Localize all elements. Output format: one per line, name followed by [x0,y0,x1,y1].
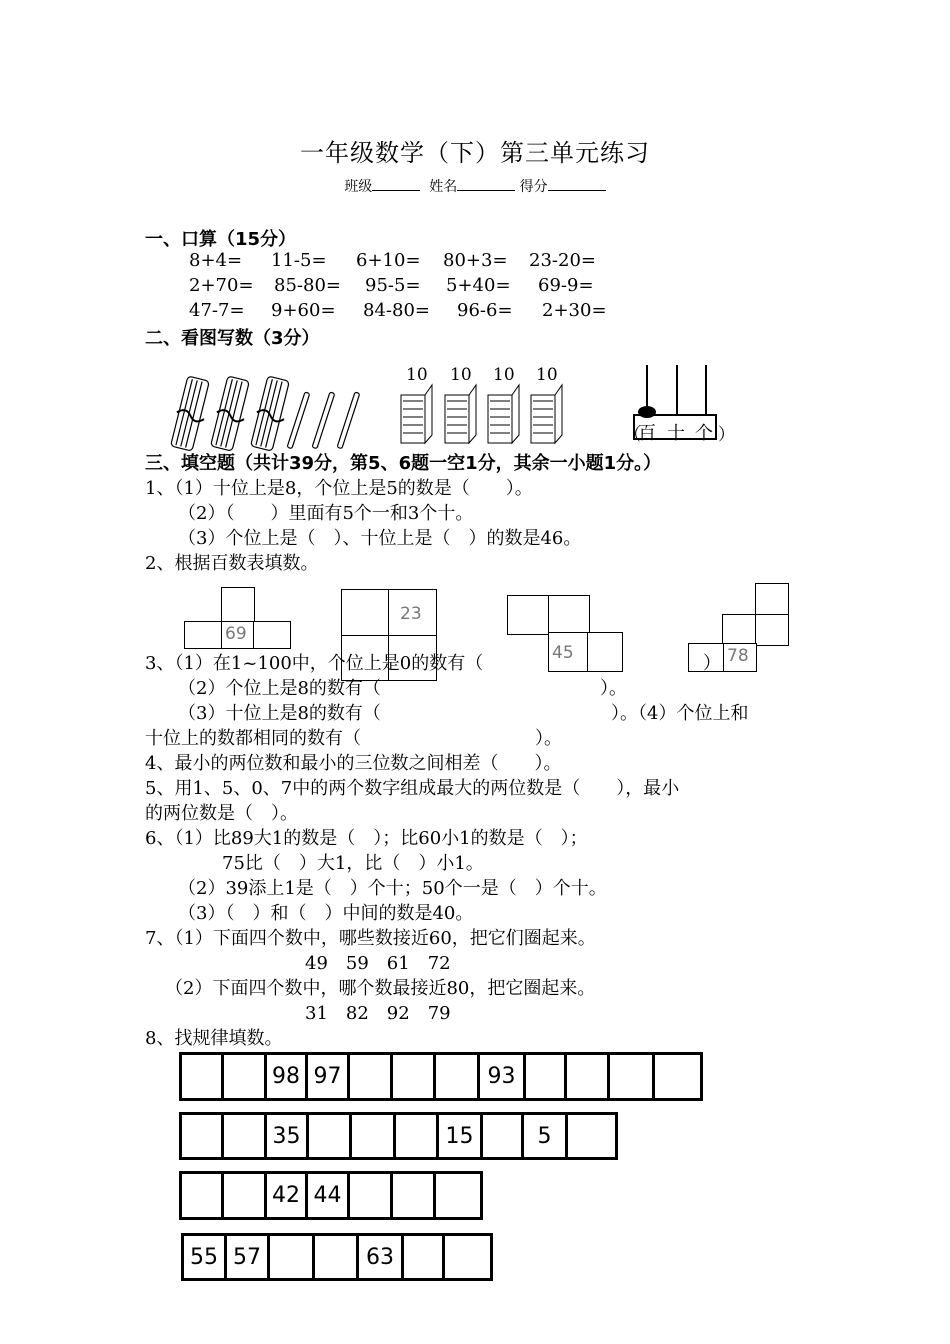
q1-2: （2）（ ）里面有5个一和3个十。 [178,503,474,524]
grid-cell[interactable] [755,614,789,646]
sequence-cell: 44 [308,1174,350,1217]
sequence-cell[interactable] [568,1115,609,1157]
q3-2: （2）个位上是8的数有（ [178,678,381,699]
calc-item: 23-20= [529,250,596,271]
abacus-label-hundreds: 百 [638,423,656,444]
sequence-row-1 [179,1052,703,1101]
sticks-bundles-image [170,372,370,452]
q8: 8、找规律填数。 [145,1028,283,1049]
sequence-cell[interactable] [610,1055,655,1098]
grid-number: 69 [225,624,247,644]
block-label: 10 [493,365,515,385]
q7-2-numbers[interactable]: 31 82 92 79 [305,1003,451,1024]
sequence-cell[interactable] [567,1055,610,1098]
calc-item: 5+40= [446,275,511,296]
sequence-cell[interactable] [309,1115,352,1157]
grid-cell[interactable] [184,621,223,649]
sequence-cell: 97 [308,1055,350,1098]
sequence-cell[interactable] [182,1055,224,1098]
section3-heading: 三、填空题（共计39分，第5、6题一空1分，其余一小题1分。） [145,453,662,474]
q3-4: 十位上的数都相同的数有（ [145,728,361,749]
sequence-row-3 [179,1171,483,1220]
sequence-cell[interactable] [224,1174,267,1217]
calc-row-2 [189,275,594,296]
sequence-cell: 98 [267,1055,308,1098]
sequence-cell: 57 [227,1236,270,1278]
calc-item: 84-80= [363,300,430,321]
sequence-cell: 55 [184,1236,227,1278]
sequence-cell[interactable] [483,1115,524,1157]
calc-item: 69-9= [538,275,594,296]
calc-item: 6+10= [356,250,421,271]
sequence-cell: 15 [439,1115,483,1157]
sequence-row-4 [181,1233,493,1281]
student-info [0,176,950,196]
q2: 2、根据百数表填数。 [145,553,319,574]
name-blank[interactable] [457,177,515,191]
score-label: 得分 [519,179,548,195]
block-label: 10 [450,365,472,385]
calc-item: 47-7= [189,300,245,321]
q3-2-close: ）。 [600,678,627,699]
calc-item: 80+3= [443,250,508,271]
q3-1: 3、（1）在1~100中，个位上是0的数有（ [145,653,484,674]
sequence-cell: 42 [267,1174,308,1217]
block-label: 10 [406,365,428,385]
q1-3: （3）个位上是（ ）、十位上是（ ）的数是46。 [178,528,582,549]
class-label: 班级 [344,179,373,195]
q7-2: （2）下面四个数中，哪个数最接近80，把它圈起来。 [165,978,596,999]
sequence-cell[interactable] [315,1236,359,1278]
sequence-cell[interactable] [655,1055,698,1098]
section2-heading: 二、看图写数（3分） [145,328,320,349]
q6-1: 6、（1）比89大1的数是（ ）；比60小1的数是（ ）； [145,828,588,849]
q3-3: （3）十位上是8的数有（ [178,703,381,724]
sequence-cell: 63 [359,1236,404,1278]
calc-item: 11-5= [271,250,327,271]
abacus-label-tens: 十 [667,423,685,444]
sequence-cell[interactable] [393,1174,436,1217]
grid-cell[interactable] [755,583,789,617]
q3-3-close: ）。（4）个位上和 [611,703,749,724]
sequence-cell[interactable] [182,1174,224,1217]
sequence-cell[interactable] [350,1174,393,1217]
q6-3: （3）（ ）和（ ）中间的数是40。 [178,903,474,924]
class-blank[interactable] [372,177,420,191]
sequence-cell[interactable] [396,1115,439,1157]
calc-row-1 [189,250,596,271]
sequence-cell[interactable] [436,1174,478,1217]
abacus-image [622,365,735,445]
q3-4-close: ）。 [535,728,562,749]
q3-1-close: ） [703,653,721,674]
sequence-cell[interactable] [224,1055,267,1098]
calc-item: 8+4= [189,250,243,271]
sequence-cell[interactable] [224,1115,267,1157]
grid-cell[interactable] [507,595,550,635]
grid-number: 45 [552,643,574,663]
abacus-label-ones: 个 [695,423,713,444]
page-title: 一年级数学（下）第三单元练习 [300,139,650,167]
abacus-paren-right: ） [718,425,735,445]
grid-cell[interactable] [221,587,255,624]
section1-heading: 一、口算（15分） [145,229,297,250]
calc-item: 2+30= [542,300,607,321]
sequence-cell[interactable] [182,1115,224,1157]
sequence-cell[interactable] [404,1236,445,1278]
q4: 4、最小的两位数和最小的三位数之间相差（ ）。 [145,753,562,774]
grid-number: 78 [727,646,749,666]
sequence-cell[interactable] [352,1115,396,1157]
calc-item: 9+60= [271,300,336,321]
score-blank[interactable] [548,177,606,191]
grid-cell[interactable] [587,632,623,672]
calc-row-3 [189,300,607,321]
abacus-paren-left: （ [624,425,641,445]
sequence-cell[interactable] [436,1055,480,1098]
calc-item: 95-5= [365,275,421,296]
q7-1: 7、（1）下面四个数中，哪些数接近60，把它们圈起来。 [145,928,596,949]
sequence-row-2 [179,1112,618,1160]
q7-1-numbers[interactable]: 49 59 61 72 [305,953,451,974]
grid-cell[interactable] [548,595,590,635]
sequence-cell: 93 [480,1055,526,1098]
sequence-cell[interactable] [445,1236,490,1278]
sequence-cell[interactable] [350,1055,393,1098]
sequence-cell: 35 [267,1115,309,1157]
q6-2: （2）39添上1是（ ）个十；50个一是（ ）个十。 [178,878,607,899]
block-label: 10 [536,365,558,385]
ten-blocks-image [400,365,570,445]
grid-cell[interactable] [341,589,390,638]
calc-item: 2+70= [189,275,254,296]
sequence-cell[interactable] [393,1055,436,1098]
name-label: 姓名 [429,179,458,195]
calc-item: 96-6= [457,300,513,321]
q5-line1: 5、用1、5、0、7中的两个数字组成最大的两位数是（ ），最小 [145,778,680,799]
sequence-cell[interactable] [270,1236,315,1278]
q5-line2: 的两位数是（ ）。 [145,803,298,824]
sequence-cell: 5 [524,1115,568,1157]
sequence-cell[interactable] [526,1055,567,1098]
grid-cell[interactable] [722,614,757,646]
grid-number: 23 [400,604,422,624]
q6-1b: 75比（ ）大1，比（ ）小1。 [222,853,484,874]
q1-1: 1、（1）十位上是8，个位上是5的数是（ ）。 [145,478,533,499]
calc-item: 85-80= [274,275,341,296]
grid-cell[interactable] [253,621,291,649]
